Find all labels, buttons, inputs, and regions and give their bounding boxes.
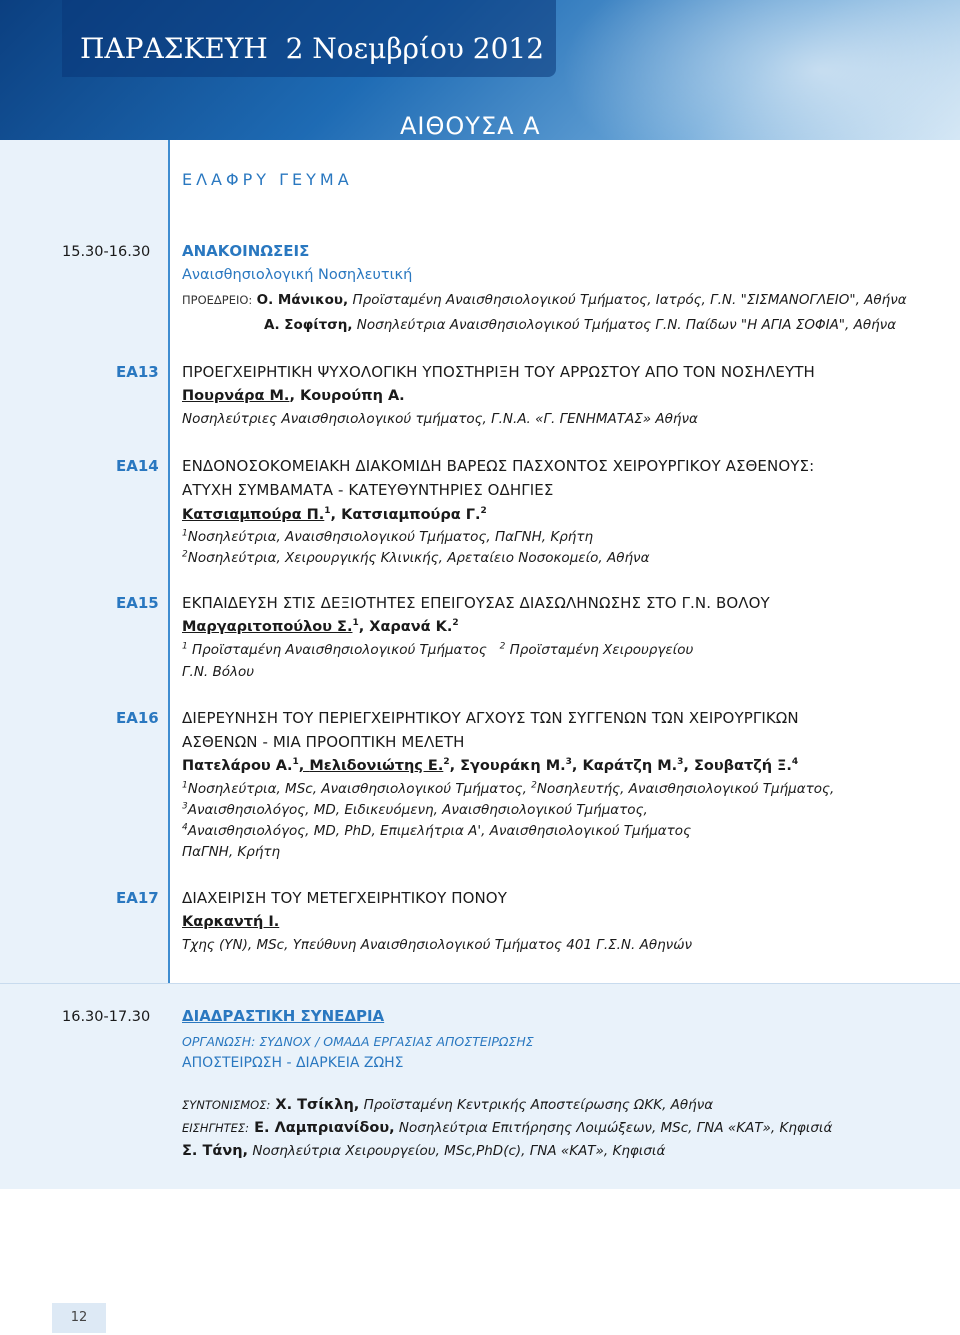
interactive-organizer: ΟΡΓΑΝΩΣΗ: ΣΥΔΝΟΧ / ΟΜΑΔΑ ΕΡΓΑΣΙΑΣ ΑΠΟΣΤΕΙΡΩΣΗΣ [182, 1034, 534, 1049]
ea16-aff1b-sup: 2 [531, 780, 537, 791]
ea16-aff3-text: Αναισθησιολόγος, MD, Ειδικευόμενη, Αναισθησιολογικού Τμήματος, [187, 802, 648, 818]
ea16-title-line1: ΔΙΕΡΕΥΝΗΣΗ ΤΟΥ ΠΕΡΙΕΓΧΕΙΡΗΤΙΚΟΥ ΑΓΧΟΥΣ ΤΩΝ ΣΥΓΓΕΝΩΝ ΤΩΝ ΧΕΙΡΟΥΡΓΙΚΩΝ [182, 709, 799, 727]
ea15-sup1: 1 [352, 618, 359, 629]
ea14-title-line1: ΕΝΔΟΝΟΣΟΚΟΜΕΙΑΚΗ ΔΙΑΚΟΜΙΔΗ ΒΑΡΕΩΣ ΠΑΣΧΟΝΤΟΣ ΧΕΙΡΟΥΡΓΙΚΟΥ ΑΣΘΕΝΟΥΣ: [182, 457, 815, 475]
ea16-sup4: 3 [677, 757, 684, 768]
page-title [80, 32, 544, 65]
interactive-subtitle: ΑΠΟΣΤΕΙΡΩΣΗ - ΔΙΑΡΚΕΙΑ ΖΩΗΣ [182, 1055, 404, 1071]
ea17-title: ΔΙΑΧΕΙΡΙΣΗ ΤΟΥ ΜΕΤΕΓΧΕΙΡΗΤΙΚΟΥ ΠΟΝΟΥ [182, 889, 507, 907]
ea16-author2: Μελιδονιώτης Ε. [309, 758, 444, 774]
ea16-aff1b-text: Νοσηλευτής, Αναισθησιολογικού Τμήματος, [536, 781, 835, 797]
interactive-title: ΔΙΑΔΡΑΣΤΙΚΗ ΣΥΝΕΔΡΙΑ [182, 1007, 385, 1025]
day-label: ΠΑΡΑΣΚΕΥΗ [80, 32, 268, 65]
ea15-aff2-sup: 2 [499, 641, 506, 652]
ea16-aff1-sup: 1 [182, 780, 188, 791]
ea16-aff4-text: Αναισθησιολόγος, MD, PhD, Επιμελήτρια Α', Αναισθησιολογικού Τμήματος [187, 823, 691, 839]
announcements-subtitle: Αναισθησιολογική Νοσηλευτική [182, 267, 413, 283]
chair-line-2 [264, 316, 896, 334]
ea17-author [182, 913, 279, 931]
ea16-aff4-sup: 4 [182, 822, 188, 833]
ea14-aff2-text: Νοσηλεύτρια, Χειρουργικής Κλινικής, Αρεταίειο Νοσοκομείο, Αθήνα [187, 550, 650, 566]
ea15-aff1-text: Προϊσταμένη Αναισθησιολογικού Τμήματος [187, 642, 487, 658]
ea15-authors [182, 618, 459, 636]
ea14-aff1-sup: 1 [182, 528, 188, 539]
chair2-role: Νοσηλεύτρια Αναισθησιολογικού Τμήματος Γ.Ν. Παίδων "Η ΑΓΙΑ ΣΟΦΙΑ", Αθήνα [352, 317, 897, 333]
ea14-title-line2: ΑΤΥΧΗ ΣΥΜΒΑΜΑΤΑ - ΚΑΤΕΥΘΥΝΤΗΡΙΕΣ ΟΔΗΓΙΕΣ [182, 481, 554, 499]
announcements-time: 15.30-16.30 [62, 244, 151, 260]
lunch-label: ΕΛΑΦΡΥ ΓΕΥΜΑ [182, 170, 353, 189]
ea14-aff2-sup: 2 [182, 549, 188, 560]
ea16-authors [182, 757, 798, 775]
page-number: 12 [52, 1303, 106, 1333]
coordinator-label: ΣΥΝΤΟΝΙΣΜΟΣ: [182, 1098, 271, 1112]
ea14-authors [182, 506, 487, 524]
ea16-aff1-text: Νοσηλεύτρια, MSc, Αναισθησιολογικού Τμήματος, [187, 781, 532, 797]
ea16-title-line2: ΑΣΘΕΝΩΝ - ΜΙΑ ΠΡΟΟΠΤΙΚΗ ΜΕΛΕΤΗ [182, 733, 465, 751]
ea16-author1: Πατελάρου Α. [182, 758, 293, 774]
code-ea13: ΕΑ13 [116, 363, 159, 381]
ea16-sup2: 2 [443, 757, 450, 768]
ea16-presenter: , Μελιδονιώτης Ε. [298, 758, 444, 774]
chair-line-1 [182, 291, 907, 309]
ea16-sup1: 1 [292, 757, 299, 768]
ea13-presenter: Πουρνάρα Μ. [182, 388, 290, 404]
coordinator-role: Προϊσταμένη Κεντρικής Αποστείρωσης ΩΚΚ, Αθήνα [359, 1097, 714, 1113]
code-ea15: ΕΑ15 [116, 594, 159, 612]
speaker2-name: Σ. Τάνη, [182, 1143, 249, 1159]
ea14-presenter: Κατσιαμπούρα Π. [182, 507, 325, 523]
vertical-divider [168, 140, 170, 983]
date-label: 2 Νοεμβρίου 2012 [285, 32, 545, 65]
ea14-affiliation-2 [182, 549, 649, 567]
ea14-aff1-text: Νοσηλεύτρια, Αναισθησιολογικού Τμήματος, ΠαΓΝΗ, Κρήτη [187, 529, 594, 545]
ea15-affiliation-2: Γ.Ν. Βόλου [182, 664, 255, 680]
ea17-affiliation: Τχης (ΥΝ), MSc, Υπεύθυνη Αναισθησιολογικού Τμήματος 401 Γ.Σ.Ν. Αθηνών [182, 937, 693, 953]
ea14-sup1: 1 [324, 506, 331, 517]
speakers-label: ΕΙΣΗΓΗΤΕΣ: [182, 1121, 250, 1135]
left-panel [0, 140, 168, 983]
ea16-author5: , Σουβατζή Ξ. [683, 758, 792, 774]
coordinator-line [182, 1096, 713, 1114]
chair1-role: Προϊσταμένη Αναισθησιολογικού Τμήματος, Ιατρός, Γ.Ν. "ΣΙΣΜΑΝΟΓΛΕΙΟ", Αθήνα [348, 292, 907, 308]
room-label: ΑΙΘΟΥΣΑ Α [400, 112, 541, 140]
speaker1-name: Ε. Λαμπριανίδου, [249, 1120, 395, 1136]
ea17-presenter: Καρκαντή Ι. [182, 914, 280, 930]
ea16-sup3: 3 [565, 757, 572, 768]
ea16-affiliation-4: ΠαΓΝΗ, Κρήτη [182, 844, 281, 860]
ea14-coauthor: , Κατσιαμπούρα Γ. [330, 507, 481, 523]
code-ea17: ΕΑ17 [116, 889, 159, 907]
banner-glow [560, 0, 960, 200]
ea15-affiliation-1 [182, 641, 693, 659]
speaker2-role: Νοσηλεύτρια Χειρουργείου, MSc,PhD(c), ΓΝΑ «ΚΑΤ», Κηφισιά [248, 1143, 666, 1159]
ea15-aff1-sup: 1 [182, 641, 188, 652]
code-ea14: ΕΑ14 [116, 457, 159, 475]
ea15-title: ΕΚΠΑΙΔΕΥΣΗ ΣΤΙΣ ΔΕΞΙΟΤΗΤΕΣ ΕΠΕΙΓΟΥΣΑΣ ΔΙΑΣΩΛΗΝΩΣΗΣ ΣΤΟ Γ.Ν. ΒΟΛΟΥ [182, 594, 770, 612]
chairs-label: ΠΡΟΕΔΡΕΙΟ: [182, 293, 253, 307]
ea13-coauthor: , Κουρούπη Α. [289, 388, 405, 404]
coordinator-name: Χ. Τσίκλη, [270, 1097, 360, 1113]
ea15-aff2-text: Προϊσταμένη Χειρουργείου [505, 642, 694, 658]
ea14-sup2: 2 [480, 506, 487, 517]
ea15-coauthor: , Χαρανά Κ. [358, 619, 453, 635]
ea13-authors [182, 387, 405, 405]
announcements-title: ΑΝΑΚΟΙΝΩΣΕΙΣ [182, 242, 310, 260]
ea16-author4: , Καράτζη Μ. [571, 758, 678, 774]
ea13-affiliation: Νοσηλεύτριες Αναισθησιολογικού τμήματος, Γ.Ν.Α. «Γ. ΓΕΝΗΜΑΤΑΣ» Αθήνα [182, 411, 698, 427]
speaker2-line [182, 1142, 665, 1160]
ea14-affiliation-1 [182, 528, 593, 546]
ea16-affiliation-2 [182, 801, 648, 819]
speaker1-line [182, 1119, 832, 1137]
ea16-sup5: 4 [791, 757, 799, 768]
ea16-author3: , Σγουράκη Μ. [449, 758, 566, 774]
ea13-title: ΠΡΟΕΓΧΕΙΡΗΤΙΚΗ ΨΥΧΟΛΟΓΙΚΗ ΥΠΟΣΤΗΡΙΞΗ ΤΟΥ ΑΡΡΩΣΤΟΥ ΑΠΟ ΤΟΝ ΝΟΣΗΛΕΥΤΗ [182, 363, 815, 381]
chair1-name: Ο. Μάνικου, [256, 292, 349, 308]
interactive-time: 16.30-17.30 [62, 1009, 151, 1025]
speaker1-role: Νοσηλεύτρια Επιτήρησης Λοιμώξεων, MSc, ΓΝΑ «ΚΑΤ», Κηφισιά [394, 1120, 833, 1136]
code-ea16: ΕΑ16 [116, 709, 159, 727]
ea16-aff3-sup: 3 [182, 801, 188, 812]
chair2-name: Α. Σοφίτση, [264, 317, 353, 333]
ea15-presenter: Μαργαριτοπούλου Σ. [182, 619, 353, 635]
ea16-affiliation-1 [182, 780, 834, 798]
ea15-sup2: 2 [452, 618, 459, 629]
ea16-affiliation-3 [182, 822, 691, 840]
